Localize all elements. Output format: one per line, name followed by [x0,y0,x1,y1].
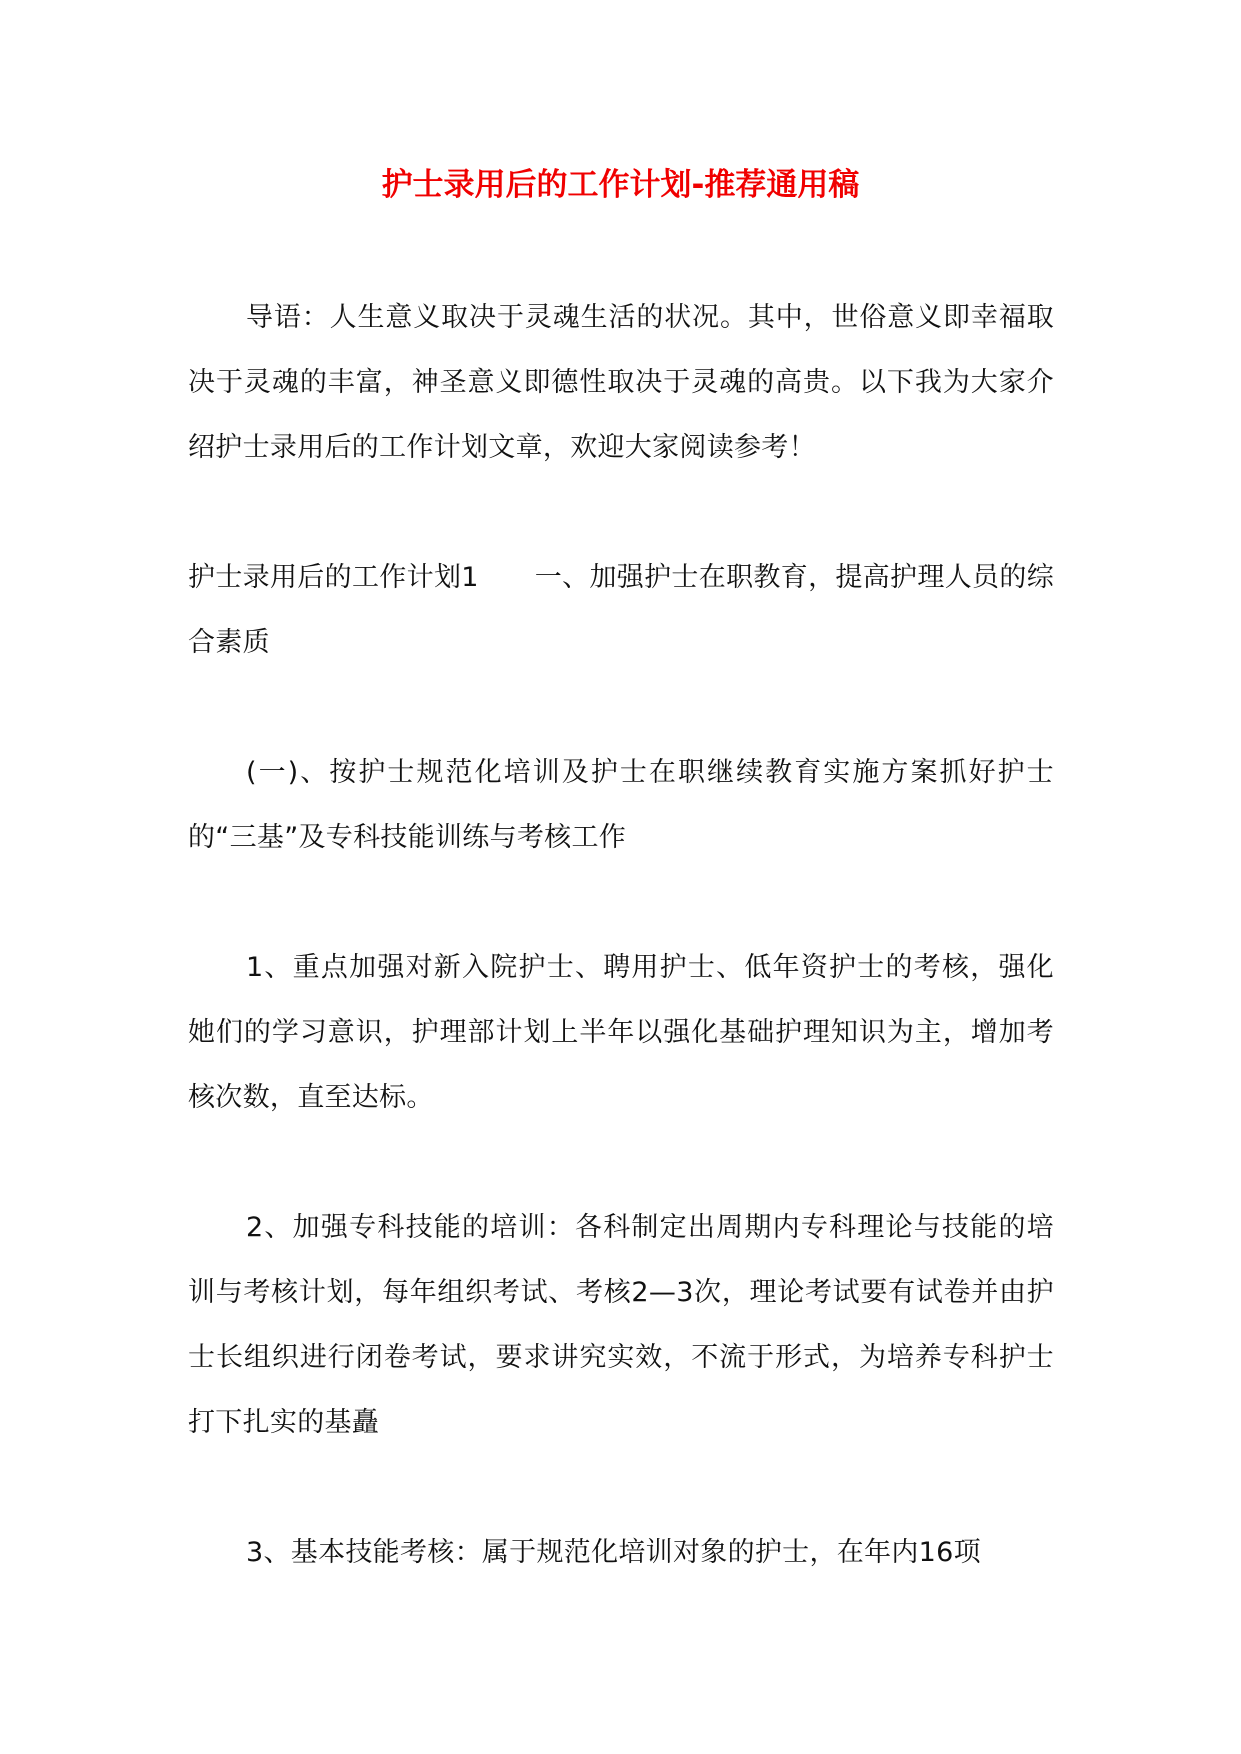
item-3-paragraph: 3、基本技能考核：属于规范化培训对象的护士，在年内16项 [246,1537,981,1568]
intro-paragraph: 导语：人生意义取决于灵魂生活的状况。其中，世俗意义即幸福取决于灵魂的丰富，神圣意义即德性取决于灵魂的高贵。以下我为大家介绍护士录用后的工作计划文章，欢迎大家阅读参考！ [188,302,1054,463]
item-1-paragraph: 1、重点加强对新入院护士、聘用护士、低年资护士的考核，强化她们的学习意识，护理部计划上半年以强化基础护理知识为主，增加考核次数，直至达标。 [188,952,1054,1113]
section-paragraph [188,545,1054,675]
document-title: 护士录用后的工作计划-推荐通用稿 [381,167,860,203]
section-heading: 护士录用后的工作计划1 [188,562,479,593]
section-point: 一、加强护士在职教育，提高护理人员的综合素质 [188,562,1054,658]
subsection-paragraph: (一)、按护士规范化培训及护士在职继续教育实施方案抓好护士的“三基”及专科技能训练与考核工作 [188,757,1054,853]
item-2-paragraph: 2、加强专科技能的培训：各科制定出周期内专科理论与技能的培训与考核计划，每年组织考试、考核2—3次，理论考试要有试卷并由护士长组织进行闭卷考试，要求讲究实效，不流于形式，为培养专科护士打下扎实的基矗 [188,1212,1054,1438]
